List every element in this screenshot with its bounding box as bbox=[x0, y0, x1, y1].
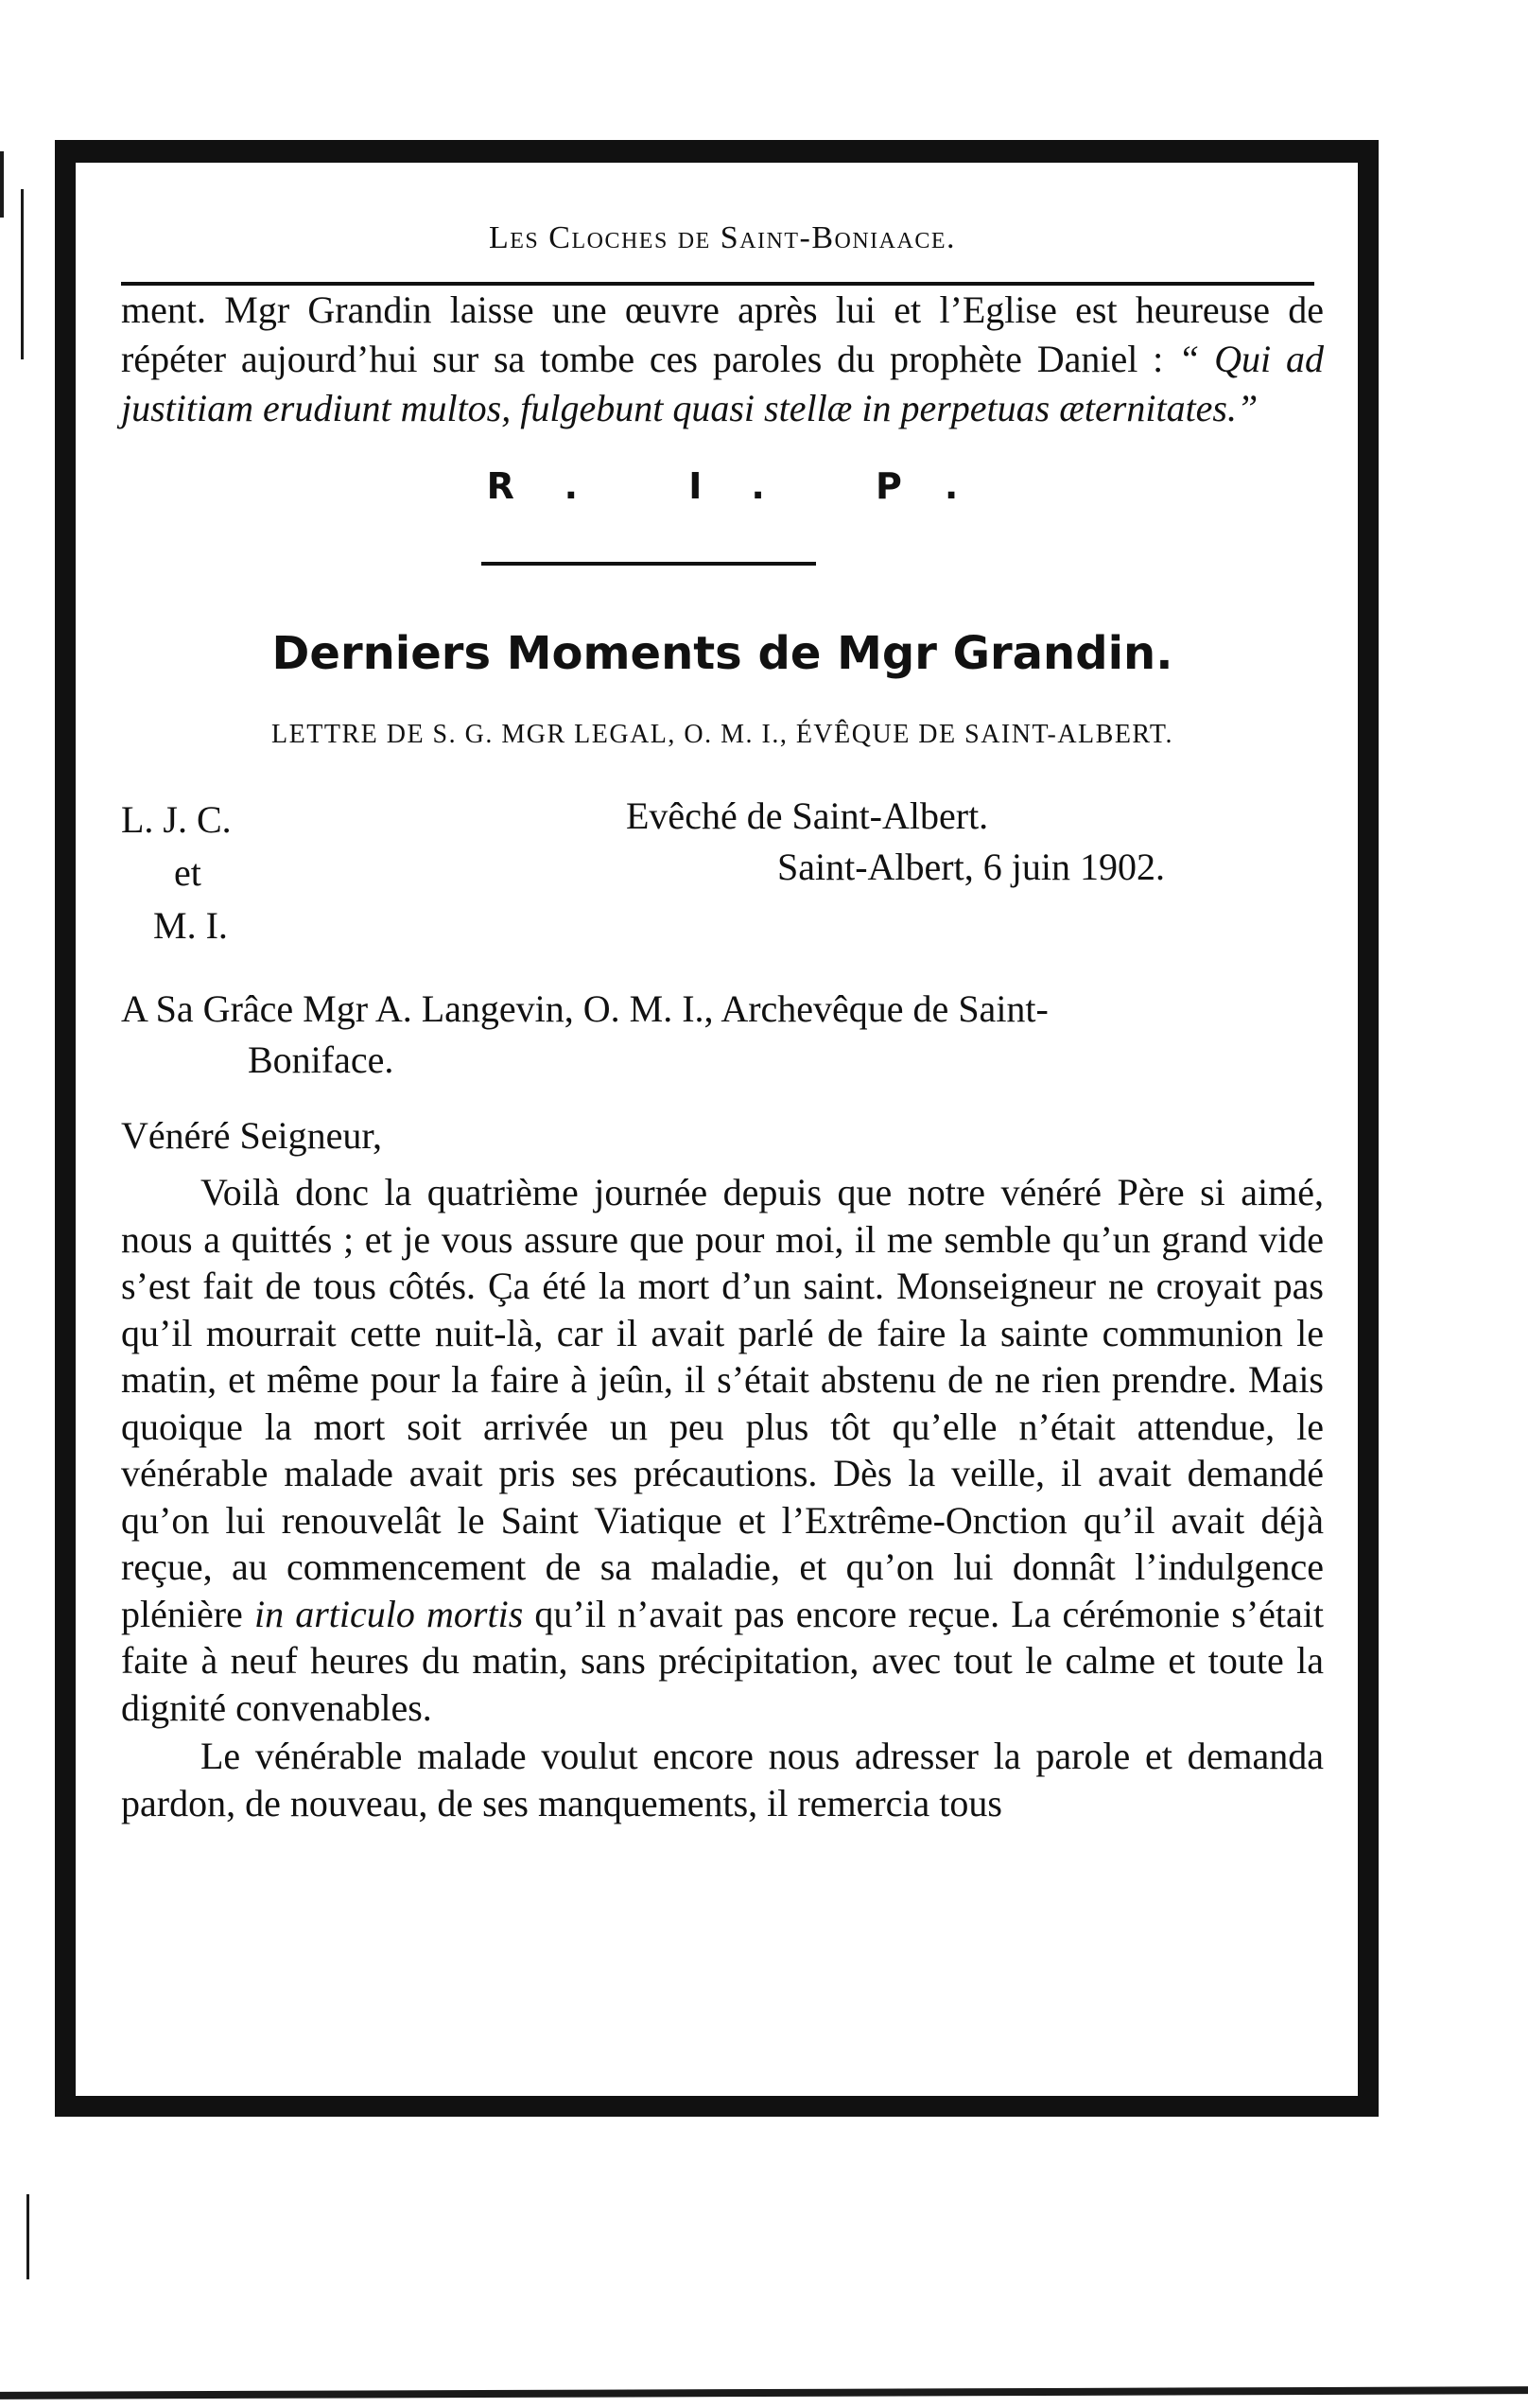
letter-recipient bbox=[121, 984, 1324, 1086]
scan-edge-mark bbox=[21, 189, 24, 359]
letter-heading bbox=[121, 794, 1324, 955]
recipient-line: A Sa Grâce Mgr A. Langevin, O. M. I., Archevêque de Saint- bbox=[121, 987, 1049, 1030]
running-head: Les Cloches de Saint-Boniaace. bbox=[489, 220, 956, 255]
monogram-line: et bbox=[174, 851, 201, 894]
scan-edge-mark bbox=[0, 2386, 1528, 2399]
continuation-paragraph bbox=[121, 286, 1324, 433]
letter-date: Saint-Albert, 6 juin 1902. bbox=[777, 846, 1165, 888]
letter-paragraph: Le vénérable malade voulut encore nous adresser la parole et demanda pardon, de nouveau, de ses manquements, il remercia tous bbox=[121, 1735, 1324, 1824]
article-title: Derniers Moments de Mgr Grandin. bbox=[271, 627, 1173, 680]
paragraph-text: qu’il n’avait pas encore reçue. La cérémonie s’était faite à neuf heures du matin, sans précipitation, avec tout le calme et toute la dignité convenables. bbox=[121, 1592, 1324, 1729]
letter-place: Evêché de Saint-Albert. bbox=[626, 794, 989, 837]
letter-paragraph bbox=[121, 1169, 1324, 1731]
italic-phrase: in articulo mortis bbox=[253, 1592, 524, 1635]
letter-salutation: Vénéré Seigneur, bbox=[121, 1114, 383, 1157]
rip-heading: R. I. P. bbox=[486, 465, 1008, 507]
recipient-line: Boniface. bbox=[248, 1038, 394, 1081]
monogram-line: L. J. C. bbox=[121, 798, 232, 841]
monogram-line: M. I. bbox=[153, 904, 228, 947]
article-subtitle: LETTRE DE S. G. MGR LEGAL, O. M. I., ÉVÊQUE DE SAINT-ALBERT. bbox=[271, 720, 1173, 749]
scan-edge-mark bbox=[0, 151, 4, 218]
continuation-text: ment. Mgr Grandin laisse une œuvre après lui et l’Eglise est heureuse de répéter aujourd’hui sur sa tombe ces paroles du prophète Daniel : bbox=[121, 288, 1324, 380]
paragraph-text: Voilà donc la quatrième journée depuis que notre vénéré Père si aimé, nous a quittés ; et je vous assure que pour moi, il me semble qu’un grand vide s’est fait de tous côtés. Ça été la mort d’un saint. Monseigneur ne croyait pas qu’il mourrait cette nuit-là, car il avait parlé de faire la sainte communion le matin, et même pour la faire à jeûn, il s’était abstenu de ne rien prendre. Mais quoique la mort soit arrivée un peu plus tôt qu’elle n’était attendue, le vénérable malade avait pris ses précautions. Dès la veille, il avait demandé qu’on lui renouvelât le Saint Viatique et l’Extrême-Onction qu’il avait déjà reçue, au commencement de sa maladie, et qu’on lui donnât l’indulgence plénière bbox=[121, 1171, 1324, 1635]
section-divider bbox=[481, 562, 816, 566]
scan-edge-mark bbox=[26, 2194, 29, 2279]
page-content bbox=[121, 219, 1324, 1826]
latin-quote: “ Qui ad justitiam erudiunt multos, fulgebunt quasi stellæ in perpetuas æternitates.” bbox=[121, 338, 1324, 429]
